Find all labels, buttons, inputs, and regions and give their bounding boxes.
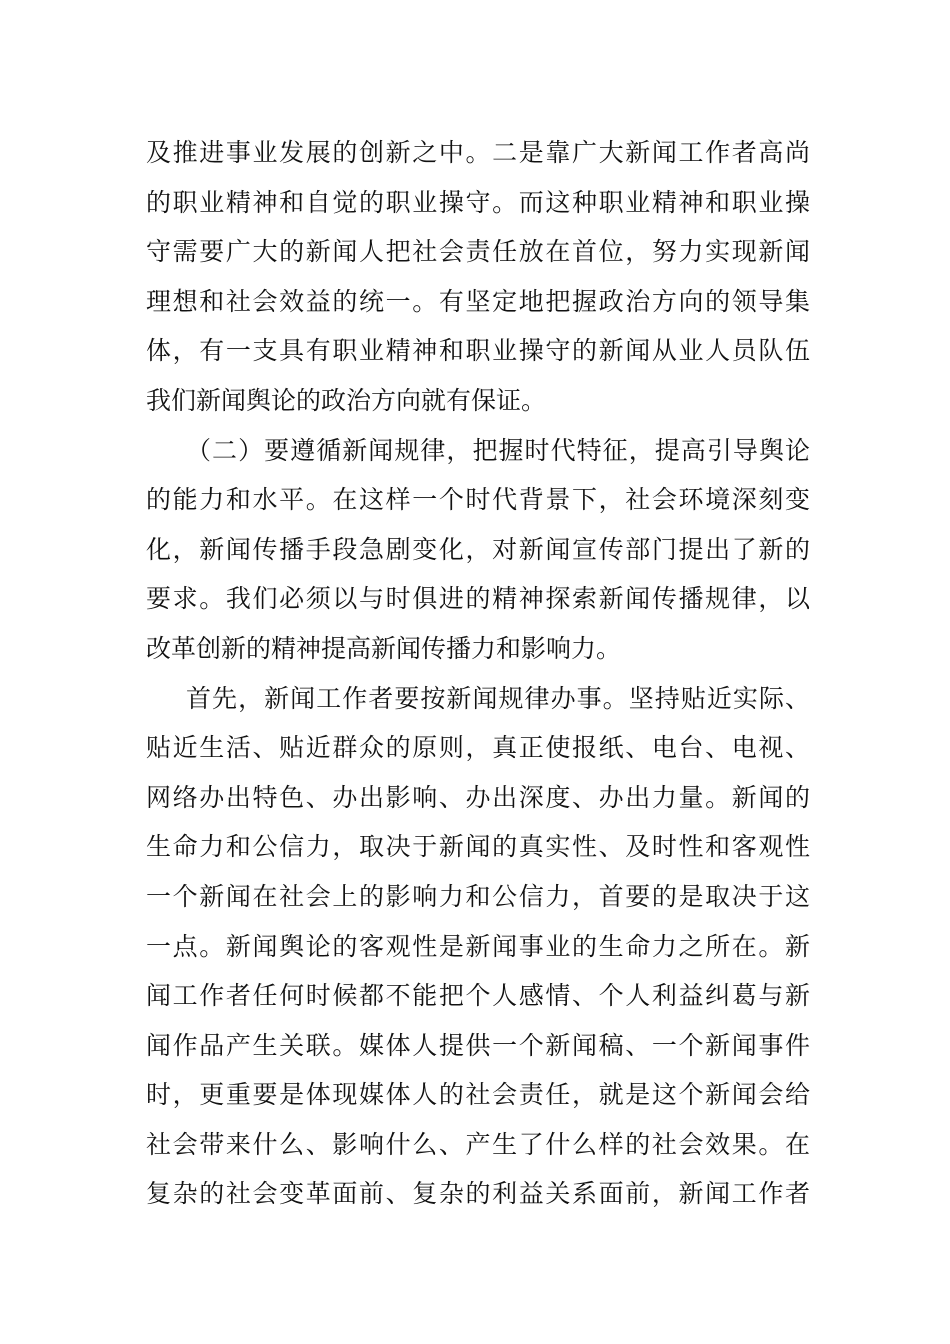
text-line: 时，更重要是体现媒体人的社会责任，就是这个新闻会给 (146, 1080, 810, 1110)
text-line: 我们新闻舆论的政治方向就有保证。 (146, 385, 547, 415)
text-line: 理想和社会效益的统一。有坚定地把握政治方向的领导集 (146, 286, 810, 316)
text-line: 的能力和水平。在这样一个时代背景下，社会环境深刻变 (146, 485, 810, 515)
text-line: 社会带来什么、影响什么、产生了什么样的社会效果。在 (146, 1129, 810, 1159)
text-line: 化，新闻传播手段急剧变化，对新闻宣传部门提出了新的 (146, 534, 810, 564)
text-line: 一点。新闻舆论的客观性是新闻事业的生命力之所在。新 (146, 931, 810, 961)
text-line: 守需要广大的新闻人把社会责任放在首位，努力实现新闻 (146, 237, 810, 267)
text-line: 复杂的社会变革面前、复杂的利益关系面前，新闻工作者 (146, 1179, 810, 1209)
text-line: 及推进事业发展的创新之中。二是靠广大新闻工作者高尚 (146, 138, 810, 167)
body-text (146, 128, 810, 1219)
section-heading-line: （二）要遵循新闻规律，把握时代特征，提高引导舆论 (186, 435, 810, 465)
text-line: 闻工作者任何时候都不能把个人感情、个人利益纠葛与新 (146, 981, 810, 1011)
text-line: 一个新闻在社会上的影响力和公信力，首要的是取决于这 (146, 881, 810, 911)
text-line: 网络办出特色、办出影响、办出深度、办出力量。新闻的 (146, 782, 810, 812)
text-line: 贴近生活、贴近群众的原则，真正使报纸、电台、电视、 (146, 733, 810, 763)
text-line: 生命力和公信力，取决于新闻的真实性、及时性和客观性 (146, 832, 810, 862)
paragraph-start-line: 首先，新闻工作者要按新闻规律办事。坚持贴近实际、 (186, 683, 810, 713)
text-line: 要求。我们必须以与时俱进的精神探索新闻传播规律，以 (146, 584, 810, 614)
text-line: 闻作品产生关联。媒体人提供一个新闻稿、一个新闻事件 (146, 1030, 810, 1060)
text-line: 改革创新的精神提高新闻传播力和影响力。 (146, 633, 622, 663)
text-line: 体，有一支具有职业精神和职业操守的新闻从业人员队伍 (146, 336, 810, 366)
text-line: 的职业精神和自觉的职业操守。而这种职业精神和职业操 (146, 187, 810, 217)
